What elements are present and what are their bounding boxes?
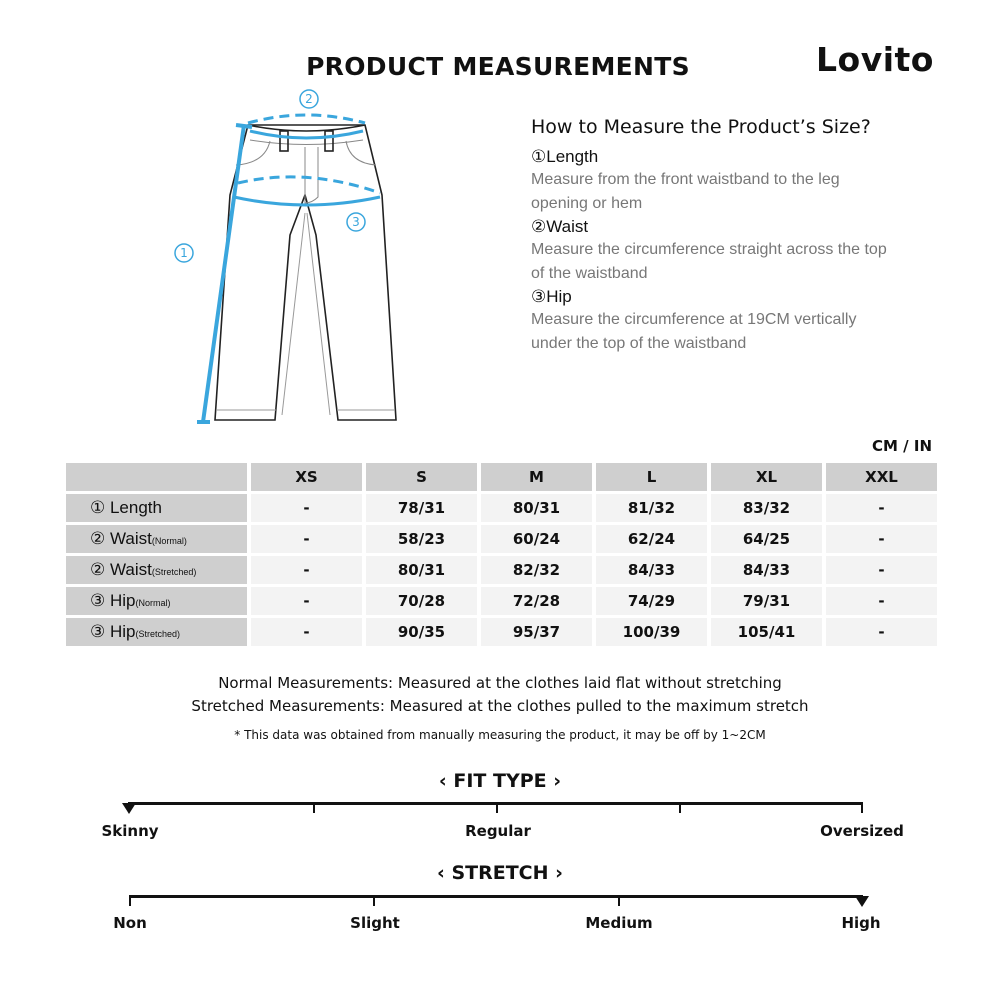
row-label: ② Waist(Stretched): [66, 556, 247, 584]
measure-length-label: ①Length: [531, 147, 599, 166]
fit-label-regular: Regular: [465, 822, 531, 840]
fit-selected-marker-icon: [122, 803, 136, 814]
table-cell: 80/31: [481, 494, 592, 522]
tick-mark: [373, 896, 375, 906]
table-cell: 58/23: [366, 525, 477, 553]
table-cell: 79/31: [711, 587, 822, 615]
stretch-label-non: Non: [113, 914, 147, 932]
table-cell: 100/39: [596, 618, 707, 646]
fit-label-oversized: Oversized: [820, 822, 904, 840]
measure-hip-desc: Measure the circumference at 19CM vertically under the top of the waistband: [531, 311, 857, 352]
size-header: XS: [251, 463, 362, 491]
stretch-label-medium: Medium: [585, 914, 653, 932]
measure-hip-label: ③Hip: [531, 287, 572, 306]
brand-logo: Lovito: [816, 40, 934, 79]
row-label: ② Waist(Normal): [66, 525, 247, 553]
how-to-heading: How to Measure the Product’s Size?: [531, 116, 871, 138]
svg-text:3: 3: [352, 215, 360, 229]
table-cell: 78/31: [366, 494, 477, 522]
table-cell: 105/41: [711, 618, 822, 646]
row-label: ① Length: [66, 494, 247, 522]
stretch-title: ‹ STRETCH ›: [437, 862, 563, 884]
table-cell: -: [251, 587, 362, 615]
table-cell: 90/35: [366, 618, 477, 646]
size-header: XL: [711, 463, 822, 491]
table-cell: -: [826, 525, 937, 553]
stretch-label-slight: Slight: [350, 914, 400, 932]
stretch-selected-marker-icon: [855, 896, 869, 907]
normal-measurement-note: Normal Measurements: Measured at the clothes laid flat without stretching: [218, 674, 782, 692]
table-header-blank: [66, 463, 247, 491]
table-cell: 60/24: [481, 525, 592, 553]
table-cell: 70/28: [366, 587, 477, 615]
size-header: L: [596, 463, 707, 491]
table-cell: -: [251, 556, 362, 584]
stretch-scale-line: [129, 895, 863, 898]
size-header: XXL: [826, 463, 937, 491]
table-cell: -: [251, 494, 362, 522]
tick-mark: [496, 803, 498, 813]
table-cell: 62/24: [596, 525, 707, 553]
size-header: M: [481, 463, 592, 491]
table-row: [66, 587, 937, 615]
measure-length-desc: Measure from the front waistband to the leg opening or hem: [531, 171, 840, 212]
row-label: ③ Hip(Normal): [66, 587, 247, 615]
table-cell: 83/32: [711, 494, 822, 522]
row-label: ③ Hip(Stretched): [66, 618, 247, 646]
measure-waist-desc: Measure the circumference straight across the top of the waistband: [531, 241, 887, 282]
unit-label: CM / IN: [872, 437, 932, 455]
table-cell: -: [826, 556, 937, 584]
table-cell: -: [251, 618, 362, 646]
how-to-measure-section: [531, 116, 951, 356]
measure-waist-label: ②Waist: [531, 217, 589, 236]
size-table: [62, 460, 941, 649]
svg-text:1: 1: [180, 246, 188, 260]
table-header-row: [66, 463, 937, 491]
fit-type-title: ‹ FIT TYPE ›: [438, 770, 562, 792]
table-row: [66, 556, 937, 584]
table-cell: 82/32: [481, 556, 592, 584]
table-cell: -: [826, 494, 937, 522]
tick-mark: [618, 896, 620, 906]
table-cell: 72/28: [481, 587, 592, 615]
fit-label-skinny: Skinny: [101, 822, 159, 840]
table-row: [66, 494, 937, 522]
table-cell: -: [251, 525, 362, 553]
pants-diagram: [170, 85, 430, 430]
tick-mark: [861, 803, 863, 813]
table-cell: 95/37: [481, 618, 592, 646]
tick-mark: [679, 803, 681, 813]
stretch-label-high: High: [841, 914, 881, 932]
table-cell: 84/33: [711, 556, 822, 584]
table-cell: 80/31: [366, 556, 477, 584]
table-row: [66, 618, 937, 646]
table-cell: -: [826, 618, 937, 646]
table-cell: -: [826, 587, 937, 615]
disclaimer-note: * This data was obtained from manually measuring the product, it may be off by 1~2CM: [234, 728, 766, 742]
svg-text:2: 2: [305, 92, 313, 106]
stretched-measurement-note: Stretched Measurements: Measured at the clothes pulled to the maximum stretch: [191, 697, 809, 715]
tick-mark: [129, 896, 131, 906]
table-cell: 74/29: [596, 587, 707, 615]
table-cell: 84/33: [596, 556, 707, 584]
table-row: [66, 525, 937, 553]
tick-mark: [313, 803, 315, 813]
page-title: PRODUCT MEASUREMENTS: [306, 52, 690, 81]
table-cell: 64/25: [711, 525, 822, 553]
size-header: S: [366, 463, 477, 491]
table-cell: 81/32: [596, 494, 707, 522]
